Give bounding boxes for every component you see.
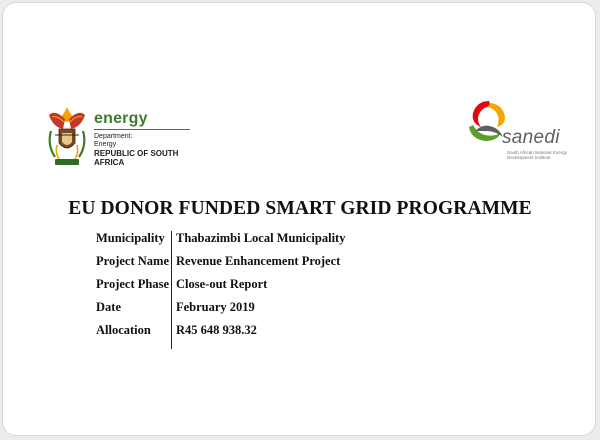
energy-wordmark-block: [94, 111, 204, 167]
sanedi-logo: [463, 97, 581, 167]
field-label: Municipality: [96, 231, 165, 245]
wordmark-rule: [94, 129, 190, 130]
sanedi-subtitle: South African National Energy Development Institute: [507, 150, 568, 160]
energy-wordmark: energy: [94, 110, 148, 127]
field-value: Thabazimbi Local Municipality: [176, 231, 346, 245]
department-of-energy-logo: [45, 105, 205, 175]
field-label: Date: [96, 300, 121, 314]
table-divider: [171, 231, 172, 349]
document-title: EU DONOR FUNDED SMART GRID PROGRAMME: [68, 198, 532, 219]
coat-of-arms-icon: [45, 105, 89, 169]
document-page: [2, 2, 596, 436]
field-label: Allocation: [96, 323, 151, 337]
field-value: R45 648 938.32: [176, 323, 257, 337]
country-name: REPUBLIC OF SOUTH AFRICA: [94, 149, 179, 167]
department-name: Energy: [94, 141, 117, 148]
field-label: Project Name: [96, 254, 169, 268]
sanedi-wordmark: sanedi: [502, 127, 560, 148]
department-label: Department:: [94, 133, 133, 140]
field-value: February 2019: [176, 300, 255, 314]
field-label: Project Phase: [96, 277, 170, 291]
field-value: Close-out Report: [176, 277, 268, 291]
field-value: Revenue Enhancement Project: [176, 254, 341, 268]
